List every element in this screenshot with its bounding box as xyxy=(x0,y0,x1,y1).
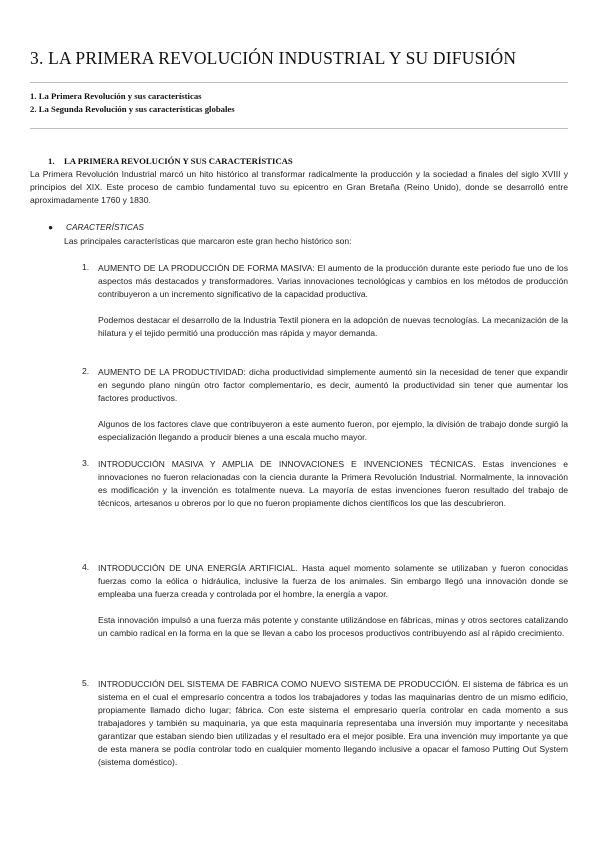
characteristics-bullet xyxy=(48,222,144,232)
section-heading xyxy=(48,156,293,166)
section-title: LA PRIMERA REVOLUCIÓN Y SUS CARACTERÍSTICAS xyxy=(64,156,293,166)
bullet-icon: ● xyxy=(48,222,54,232)
item-paragraph: INTRODUCCIÓN DEL SISTEMA DE FABRICA COMO NUEVO SISTEMA DE PRODUCCIÓN. El sistema de fábrica es un sistema en el cual el empresario concentra a todos los trabajadores y todas las maquinarias dentro de un mismo edificio, propiamente llamado dicho lugar; fábrica. Con este sistema el empresario quería controlar en cada momento a sus trabajadores y también su maquinaria, ya que esta maquinaria representaba una inversión muy importante y necesitaba garantizar que estaban siendo bien utilizadas y el resultado era el mejor posible. Era una invención muy importante ya que de esta manera se podía controlar todo en cualquier momento llegando inclusive a opacar el famoso Putting Out System (sistema doméstico). xyxy=(98,679,568,767)
item-number: 3. xyxy=(82,458,90,468)
item-paragraph: AUMENTO DE LA PRODUCCIÓN DE FORMA MASIVA: El aumento de la producción durante este periodo fue uno de los aspectos más destacados y transformadores. Varias innovaciones tecnológicas y cambios en los métodos de producción contribuyeron a un incremento significativo de la capacidad productiva. xyxy=(98,263,568,299)
list-item xyxy=(82,262,568,340)
list-item xyxy=(82,366,568,444)
characteristics-label: CARACTERÍSTICAS xyxy=(66,222,144,232)
table-of-contents xyxy=(30,90,235,116)
toc-item: 2. La Segunda Revolución y sus características globales xyxy=(30,104,235,114)
characteristics-intro: Las principales características que marcaron este gran hecho histórico son: xyxy=(64,236,352,246)
divider-top xyxy=(30,82,568,83)
item-paragraph: Algunos de los factores clave que contribuyeron a este aumento fueron, por ejemplo, la división de trabajo donde surgió la especialización llegando a producir bienes a una escala mucho mayor. xyxy=(98,419,568,442)
item-paragraph: INTRODUCCIÓN DE UNA ENERGÍA ARTIFICIAL. Hasta aquel momento solamente se utilizaban y fueron conocidas fuerzas como la eólica o hidráulica, inclusive la fuerza de los animales. Sin embargo llegó una innovación donde se empleaba una fuerza creada y controlada por el hombre, la energía a vapor. xyxy=(98,563,568,599)
item-number: 5. xyxy=(82,678,90,688)
item-paragraph: INTRODUCCIÓN MASIVA Y AMPLIA DE INNOVACIONES E INVENCIONES TÉCNICAS. Estas invenciones e innovaciones no fueron relacionadas con la ciencia durante la Primera Revolución Industrial. Normalmente, la innovación es modificación y la invención es totalmente nueva. La mayoría de estas invenciones fueron resultado del trabajo de técnicos, artesanos u obreros por lo que no fueron propiamente dichos científicos los que las descubrieron. xyxy=(98,459,568,508)
page-title: 3. LA PRIMERA REVOLUCIÓN INDUSTRIAL Y SU DIFUSIÓN xyxy=(30,48,517,68)
list-item xyxy=(82,562,568,640)
list-item xyxy=(82,458,568,510)
item-number: 4. xyxy=(82,562,90,572)
section-number: 1. xyxy=(48,156,55,166)
item-number: 2. xyxy=(82,366,90,376)
item-number: 1. xyxy=(82,262,90,272)
item-paragraph: AUMENTO DE LA PRODUCTIVIDAD: dicha productividad simplemente aumentó sin la necesidad de tener que expandir en segundo plano ningún otro factor complementario, es decir, aumentó la productividad sin tener que aumentar los factores productivos. xyxy=(98,367,568,403)
item-paragraph: Podemos destacar el desarrollo de la Industria Textil pionera en la adopción de nuevas tecnologías. La mecanización de la hilatura y el tejido permitió una producción mas rápida y mayor demanda. xyxy=(98,315,568,338)
toc-item: 1. La Primera Revolución y sus características xyxy=(30,91,202,101)
section-intro: La Primera Revolución Industrial marcó un hito histórico al transformar radicalmente la producción y la sociedad a finales del siglo XVIII y principios del XIX. Este proceso de cambio fundamental tuvo su epicentro en Gran Bretaña (Reino Unido), donde se desarrolló entre aproximadamente 1760 y 1830. xyxy=(30,169,568,205)
item-paragraph: Esta innovación impulsó a una fuerza más potente y constante utilizándose en fábricas, minas y otros sectores catalizando un cambio radical en la forma en la que se llevan a cabo los procesos productivos contribuyendo así al rápido crecimiento. xyxy=(98,615,568,638)
list-item xyxy=(82,678,568,769)
divider-toc xyxy=(30,128,568,129)
